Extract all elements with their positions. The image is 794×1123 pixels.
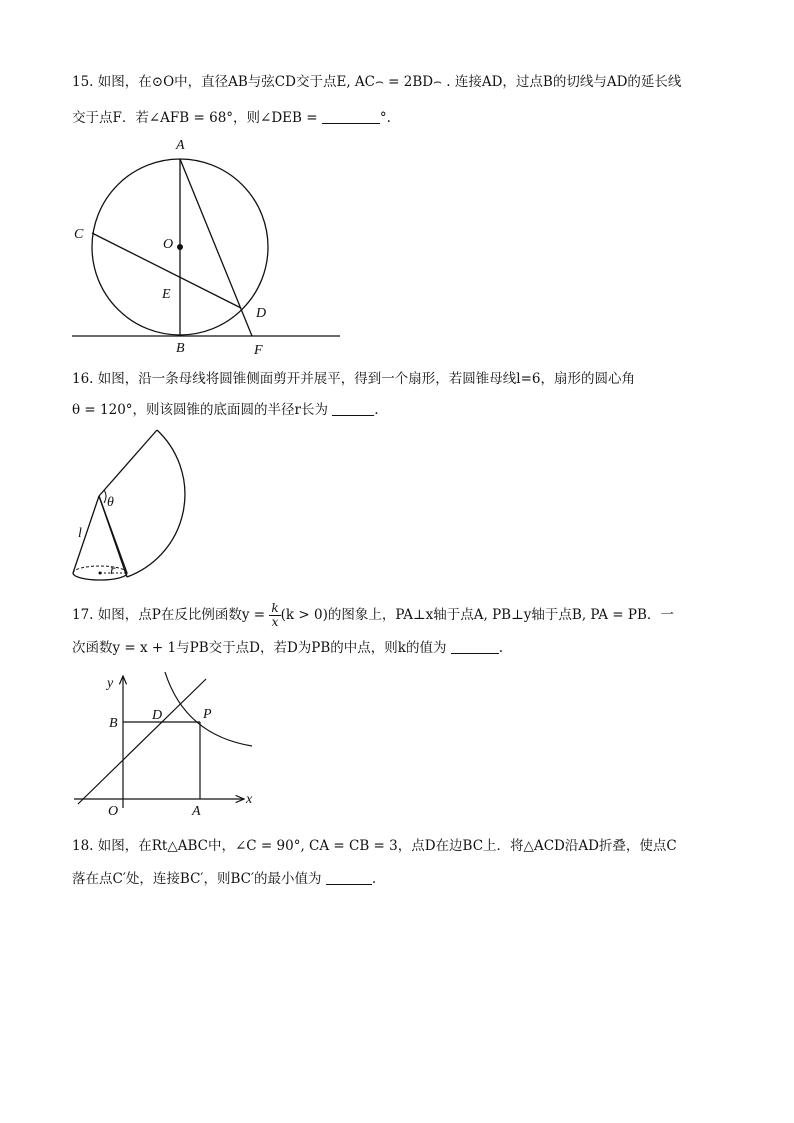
q17-label-x: x: [246, 792, 253, 807]
q17-line-2-end: .: [498, 640, 504, 656]
q15-label-e: E: [162, 287, 171, 302]
q18-line-2: [72, 870, 376, 888]
q17-fraction-numerator: k: [271, 601, 279, 615]
q17-label-o: O: [108, 804, 119, 819]
q17-line-1-rest: (k > 0)的图象上，PA⊥x轴于点A, PB⊥y轴于点B, PA = PB．一: [280, 607, 674, 623]
q16-line-1: 16. 如图，沿一条母线将圆锥侧面剪开并展平，得到一个扇形，若圆锥母线l=6，扇形的圆心角: [72, 371, 635, 387]
q17-label-d: D: [152, 708, 163, 723]
q16-label-theta: θ: [107, 495, 114, 510]
q17-label-p: P: [203, 707, 212, 722]
q17-line-1-text: 17. 如图，点P在反比例函数y =: [72, 607, 266, 623]
q16-line-2-end: .: [374, 402, 379, 418]
q16-label-r: r: [110, 563, 116, 578]
q17-linear-function: [78, 679, 206, 804]
q16-line-2-text: θ = 120°，则该圆锥的底面圆的半径r长为: [72, 402, 328, 418]
q15-label-f: F: [254, 343, 263, 358]
q17-fraction-denominator: x: [271, 615, 279, 629]
q17-line-2-text: 次函数y = x + 1与PB交于点D，若D为PB的中点，则k的值为: [72, 640, 447, 656]
q15-line-2-end: °.: [379, 110, 391, 126]
q15-line-2-text: 交于点F．若∠AFB = 68°，则∠DEB =: [72, 110, 318, 126]
q18-line-2-end: .: [371, 871, 377, 887]
q18-line-2-text: 落在点C′处，连接BC′，则BC′的最小值为: [72, 871, 322, 887]
q17-label-b: B: [109, 716, 118, 731]
q15-label-c: C: [74, 227, 84, 242]
q17-label-y: y: [107, 676, 114, 691]
q15-label-d: D: [256, 306, 267, 321]
q17-label-a: A: [192, 804, 201, 819]
q15-label-o: O: [163, 237, 174, 252]
q18-answer-blank[interactable]: [326, 870, 372, 885]
q15-line-1: 15. 如图，在⊙O中，直径AB与弦CD交于点E, AC⌢ = 2BD⌢ . 连接AD，过点B的切线与AD的延长线: [72, 74, 682, 90]
q16-label-l: l: [78, 526, 82, 541]
q15-label-a: A: [176, 138, 185, 153]
q18-line-1: 18. 如图，在Rt△ABC中，∠C = 90°, CA = CB = 3，点D在边BC上．将△ACD沿AD折叠，使点C: [72, 838, 677, 854]
q15-label-b: B: [176, 341, 185, 356]
